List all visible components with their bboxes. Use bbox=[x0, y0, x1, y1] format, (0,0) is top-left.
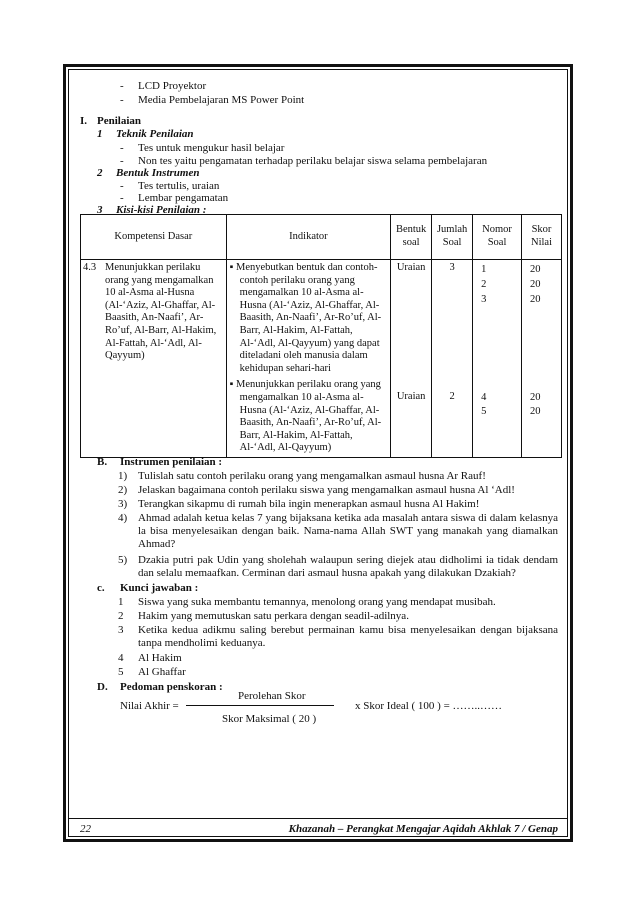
section-number: I. bbox=[80, 115, 88, 127]
section-title: Kunci jawaban : bbox=[120, 582, 199, 594]
section-title: Instrumen penilaian : bbox=[120, 456, 223, 468]
item-number: 1 bbox=[118, 596, 124, 608]
skor-cell bbox=[522, 377, 562, 457]
skor-value: 20 bbox=[530, 279, 541, 290]
dash: - bbox=[120, 94, 124, 106]
item-number: 3 bbox=[118, 624, 124, 636]
item-number: 5) bbox=[118, 554, 128, 566]
formula-denominator: Skor Maksimal ( 20 ) bbox=[222, 713, 317, 725]
table-row bbox=[81, 260, 562, 378]
nomor-value: 5 bbox=[481, 406, 487, 418]
list-item: LCD Proyektor bbox=[138, 80, 207, 92]
instrumen-item: Terangkan sikapmu di rumah bila ingin menerapkan asmaul husna Al Hakim! bbox=[138, 498, 480, 510]
fraction-line bbox=[186, 705, 334, 706]
subsection-title: Bentuk Instrumen bbox=[116, 167, 200, 179]
skor-value: 20 bbox=[530, 264, 541, 275]
item-number: 1) bbox=[118, 470, 128, 482]
kunci-item: Hakim yang memutuskan satu perkara dengan seadil-adilnya. bbox=[138, 610, 409, 622]
nomor-value: 1 bbox=[481, 264, 487, 275]
dash: - bbox=[120, 80, 124, 92]
jumlah-cell: 2 bbox=[432, 377, 473, 457]
instrumen-item: Jelaskan bagaimana contoh perilaku siswa yang mengamalkan asmaul husna Al ‘Adl! bbox=[138, 484, 515, 496]
kunci-item: Siswa yang suka membantu temannya, menolong orang yang mendapat musibah. bbox=[138, 596, 496, 608]
section-title: Penilaian bbox=[97, 115, 142, 127]
subsection-title: Kisi-kisi Penilaian : bbox=[116, 204, 207, 216]
bentuk-cell: Uraian bbox=[391, 377, 432, 457]
section-title: Pedoman penskoran : bbox=[120, 681, 223, 693]
section-label: B. bbox=[97, 456, 108, 468]
instrumen-item: Tulislah satu contoh perilaku orang yang mengamalkan asmaul husna Ar Rauf! bbox=[138, 470, 486, 482]
jumlah-cell: 3 bbox=[432, 260, 473, 378]
footer-divider bbox=[68, 818, 568, 819]
page-number: 22 bbox=[80, 823, 91, 835]
skor-value: 20 bbox=[530, 294, 541, 305]
subsection-number: 3 bbox=[97, 204, 103, 216]
header-kompetensi-dasar: Kompetensi Dasar bbox=[81, 215, 227, 260]
indikator-cell bbox=[226, 260, 391, 378]
nomor-cell bbox=[473, 260, 522, 378]
kunci-item: Al Ghaffar bbox=[138, 666, 186, 678]
header-skor-nilai: Skor Nilai bbox=[522, 215, 562, 260]
footer-title: Khazanah – Perangkat Mengajar Aqidah Akhlak 7 / Genap bbox=[288, 823, 558, 835]
skor-value: 20 bbox=[530, 392, 541, 404]
section-label: c. bbox=[97, 582, 105, 594]
skor-cell bbox=[522, 260, 562, 378]
header-indikator: Indikator bbox=[226, 215, 391, 260]
subsection-title: Teknik Penilaian bbox=[116, 128, 194, 140]
item-number: 4) bbox=[118, 512, 128, 524]
table-header-row bbox=[81, 215, 562, 260]
list-item: Tes untuk mengukur hasil belajar bbox=[138, 142, 285, 154]
indikator-cell bbox=[226, 377, 391, 457]
subsection-number: 2 bbox=[97, 167, 103, 179]
bullet-icon: ▪ bbox=[229, 379, 237, 391]
header-nomor-soal: Nomor Soal bbox=[473, 215, 522, 260]
nomor-value: 2 bbox=[481, 279, 487, 290]
list-item: Tes tertulis, uraian bbox=[138, 180, 220, 192]
indikator-text: Menunjukkan perilaku orang yang mengamalkan 10 al-Asma al-Husna (Al-‘Aziz, Al-Ghaffar, Al-Baasith, An-Naafi’, Ar-Ro’uf, Al-Barr, Al-Hakim, Al-Fattah, Al-‘Adl, Al-Qayyum) bbox=[236, 379, 382, 454]
skor-value: 20 bbox=[530, 406, 541, 418]
item-number: 2 bbox=[118, 610, 124, 622]
kompetensi-dasar-cell bbox=[81, 260, 227, 458]
formula-suffix: x Skor Ideal ( 100 ) = ……..…… bbox=[355, 700, 503, 712]
indikator-text: Menyebutkan bentuk dan contoh-contoh perilaku orang yang mengamalkan 10 al-Asma al-Husna (Al-‘Aziz, Al-Ghaffar, Al-Baasith, An-Naafi’, Ar-Ro’uf, Al-Barr, Al-Hakim, Al-Fattah, Al-‘Adl, Al-Qayyum) yang dapat diteladani oleh manusia dalam kehidupan sehari-hari bbox=[236, 262, 382, 374]
item-number: 2) bbox=[118, 484, 128, 496]
section-label: D. bbox=[97, 681, 108, 693]
kd-number: 4.3 bbox=[83, 262, 97, 273]
item-number: 3) bbox=[118, 498, 128, 510]
subsection-number: 1 bbox=[97, 128, 103, 140]
list-item: Non tes yaitu pengamatan terhadap perilaku belajar siswa selama pembelajaran bbox=[138, 155, 488, 167]
item-number: 4 bbox=[118, 652, 124, 664]
dash: - bbox=[120, 155, 124, 167]
list-item: Media Pembelajaran MS Power Point bbox=[138, 94, 305, 106]
instrumen-item: Dzakia putri pak Udin yang sholehah walaupun sering diejek atau didholimi ia tidak dendam dan selalu memaafkan. Cerminan dari asmaul husna apakah yang dilakukan Dzakiah? bbox=[138, 554, 558, 579]
formula-label: Nilai Akhir = bbox=[120, 700, 179, 712]
nomor-value: 3 bbox=[481, 294, 487, 305]
kd-text: Menunjukkan perilaku orang yang mengamalkan 10 al-Asma al-Husna (Al-‘Aziz, Al-Ghaffar, Al-Baasith, An-Naafi’, Ar-Ro’uf, Al-Barr, Al-Hakim, Al-Fattah, Al-‘Adl, Al-Qayyum) bbox=[105, 262, 217, 362]
kunci-item: Ketika kedua adikmu saling berebut permainan kamu bisa menyelesaikan dengan bijaksana tanpa mendholimi keduanya. bbox=[138, 624, 558, 649]
nomor-value: 4 bbox=[481, 392, 487, 404]
item-number: 5 bbox=[118, 666, 124, 678]
list-item: Lembar pengamatan bbox=[138, 192, 229, 204]
dash: - bbox=[120, 192, 124, 204]
bentuk-cell: Uraian bbox=[391, 260, 432, 378]
header-bentuk-soal: Bentuk soal bbox=[391, 215, 432, 260]
formula-numerator: Perolehan Skor bbox=[238, 690, 306, 702]
header-jumlah-soal: Jumlah Soal bbox=[432, 215, 473, 260]
instrumen-item: Ahmad adalah ketua kelas 7 yang bijaksana ketika ada masalah antara siswa di dalam kelasnya la bisa menyelesaikan dengan baik. Nama-nama Allah SWT yang manakah yang diamalkan Ahmad? bbox=[138, 512, 558, 550]
bullet-icon: ▪ bbox=[229, 262, 237, 273]
dash: - bbox=[120, 142, 124, 154]
kunci-item: Al Hakim bbox=[138, 652, 182, 664]
nomor-cell bbox=[473, 377, 522, 457]
kisi-kisi-table bbox=[80, 214, 562, 458]
dash: - bbox=[120, 180, 124, 192]
